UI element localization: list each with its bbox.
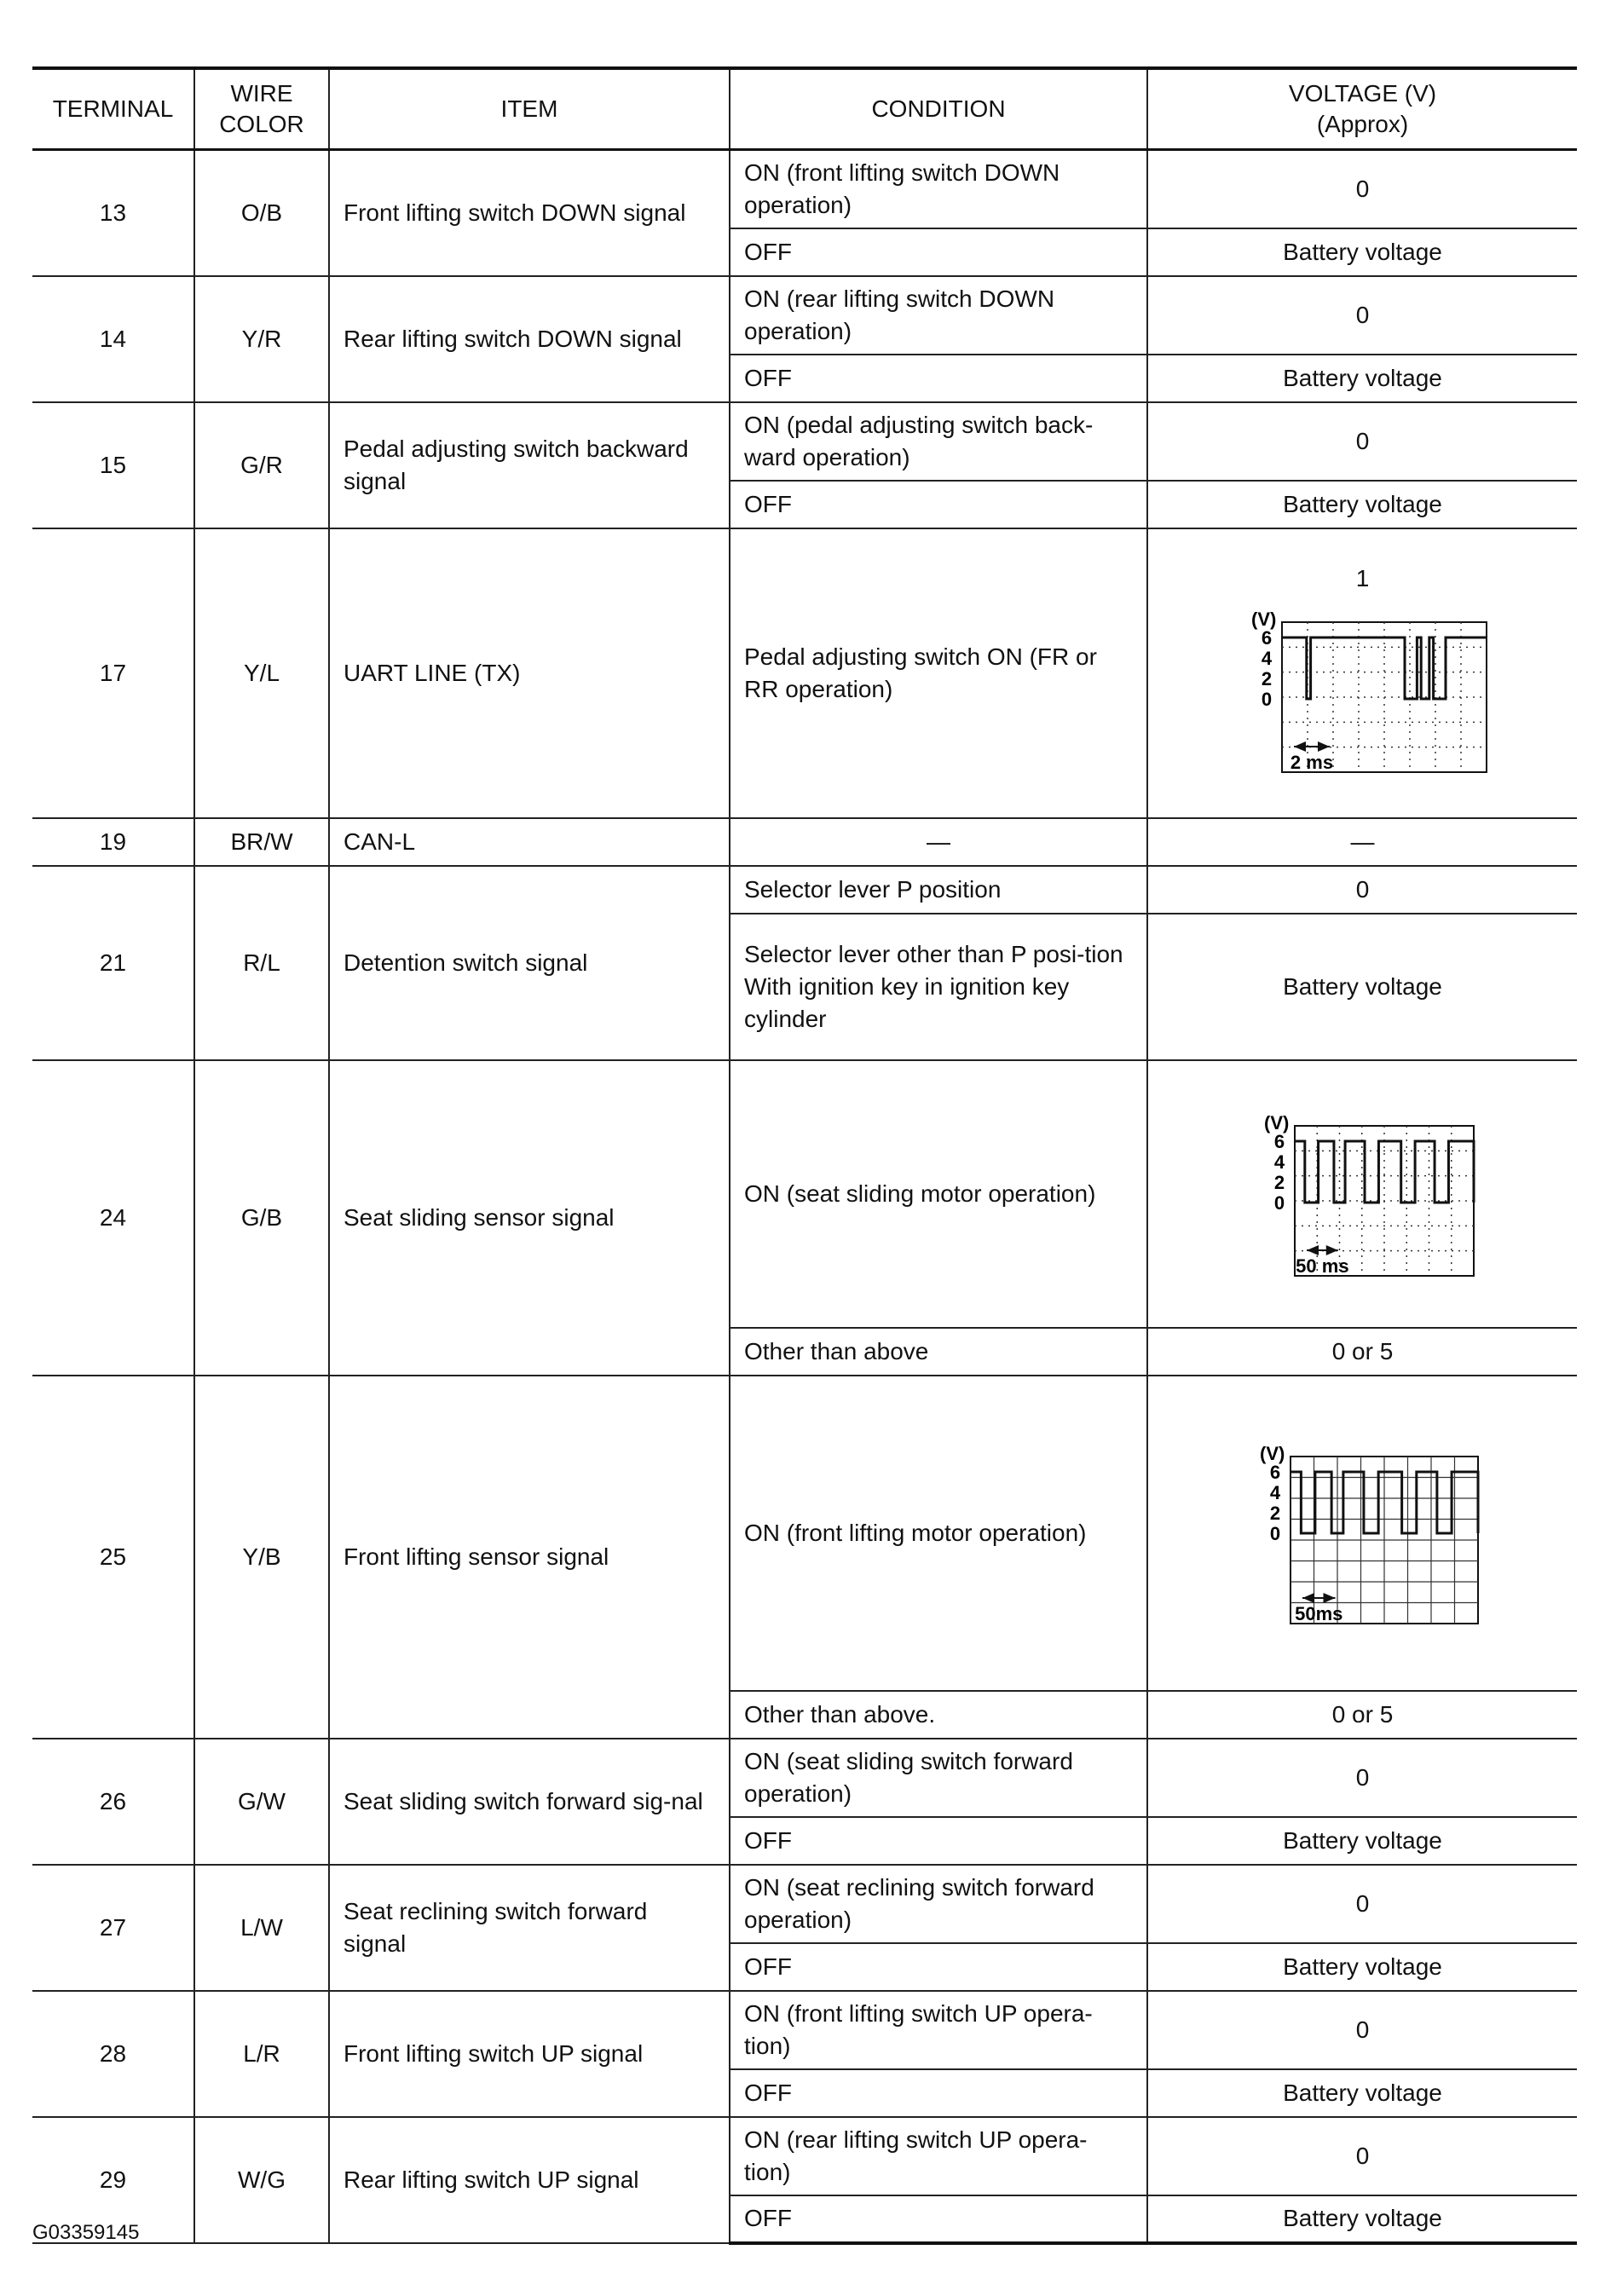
condition-line: OFF xyxy=(744,490,792,517)
condition-line: ON (front lifting motor operation) xyxy=(744,1519,1087,1546)
header-item: ITEM xyxy=(329,68,730,150)
terminal-number: 13 xyxy=(32,150,194,276)
voltage-value: Battery voltage xyxy=(1147,2069,1577,2117)
condition-text xyxy=(730,866,1147,914)
table-row xyxy=(32,528,1577,818)
item-description: Front lifting sensor signal xyxy=(329,1376,730,1739)
scope-tick-label: 2 xyxy=(1273,1171,1285,1193)
header-condition: CONDITION xyxy=(730,68,1147,150)
scope-time-label: 50 ms xyxy=(1295,1255,1349,1277)
header-wire-color: WIRE COLOR xyxy=(194,68,329,150)
voltage-value xyxy=(1147,528,1577,818)
scope-tick-label: 0 xyxy=(1273,1191,1285,1214)
scope-tick-label: 0 xyxy=(1269,1522,1280,1544)
oscilloscope-waveform xyxy=(1231,597,1495,784)
condition-line: OFF xyxy=(744,1953,792,1980)
table-row xyxy=(32,276,1577,355)
terminal-number: 26 xyxy=(32,1739,194,1865)
condition-text xyxy=(730,1739,1147,1817)
condition-line: Other than above. xyxy=(744,1700,936,1728)
table-row xyxy=(32,866,1577,914)
voltage-value: 0 xyxy=(1147,276,1577,355)
condition-text xyxy=(730,1943,1147,1991)
voltage-value: — xyxy=(1147,818,1577,866)
item-description: Front lifting switch DOWN signal xyxy=(329,150,730,276)
wire-color: O/B xyxy=(194,150,329,276)
wire-color: W/G xyxy=(194,2117,329,2243)
scope-tick-label: 2 xyxy=(1269,1502,1280,1524)
table-row xyxy=(32,1991,1577,2069)
voltage-value: 0 xyxy=(1147,2117,1577,2195)
item-description: Rear lifting switch DOWN signal xyxy=(329,276,730,402)
condition-line: ON (pedal adjusting switch back-ward operation) xyxy=(744,411,1094,470)
voltage-value: Battery voltage xyxy=(1147,2195,1577,2243)
condition-line: OFF xyxy=(744,238,792,265)
table-row xyxy=(32,402,1577,481)
condition-line: ON (seat sliding switch forward operation) xyxy=(744,1747,1073,1807)
scope-tick-label: 6 xyxy=(1273,1130,1285,1152)
arrow-head-icon xyxy=(1318,741,1330,752)
item-description: Pedal adjusting switch backward signal xyxy=(329,402,730,528)
table-row xyxy=(32,2117,1577,2195)
scope-unit-label: (V) xyxy=(1259,1442,1285,1464)
scope-tick-label: 4 xyxy=(1269,1481,1280,1503)
item-description: Detention switch signal xyxy=(329,866,730,1060)
terminal-number: 21 xyxy=(32,866,194,1060)
scope-time-label: 2 ms xyxy=(1290,751,1333,773)
scope-unit-label: (V) xyxy=(1263,1111,1289,1134)
condition-text xyxy=(730,1865,1147,1943)
voltage-value: Battery voltage xyxy=(1147,228,1577,276)
condition-line: ON (front lifting switch DOWN operation) xyxy=(744,159,1060,218)
voltage-value: Battery voltage xyxy=(1147,355,1577,402)
condition-line: OFF xyxy=(744,2205,792,2231)
wire-color: BR/W xyxy=(194,818,329,866)
wire-color: L/R xyxy=(194,1991,329,2117)
item-description: Seat reclining switch forward signal xyxy=(329,1865,730,1991)
condition-text xyxy=(730,150,1147,228)
voltage-value: 0 xyxy=(1147,402,1577,481)
oscilloscope-waveform xyxy=(1244,1100,1482,1288)
condition-text xyxy=(730,481,1147,528)
condition-text xyxy=(730,1991,1147,2069)
terminal-number: 14 xyxy=(32,276,194,402)
wire-color: Y/B xyxy=(194,1376,329,1739)
scope-tick-label: 6 xyxy=(1269,1461,1280,1483)
table-row xyxy=(32,1739,1577,1817)
voltage-value: 0 or 5 xyxy=(1147,1691,1577,1739)
wire-color: Y/R xyxy=(194,276,329,402)
condition-text xyxy=(730,1376,1147,1691)
table-header-row xyxy=(32,68,1577,150)
terminal-number: 29 xyxy=(32,2117,194,2243)
voltage-value: 0 xyxy=(1147,150,1577,228)
table-row xyxy=(32,1376,1577,1691)
item-description: UART LINE (TX) xyxy=(329,528,730,818)
condition-line: ON (seat reclining switch forward operation) xyxy=(744,1873,1094,1933)
terminal-number: 19 xyxy=(32,818,194,866)
voltage-value: 0 xyxy=(1147,1865,1577,1943)
terminal-table-sheet xyxy=(32,66,1577,2245)
condition-line: ON (front lifting switch UP opera-tion) xyxy=(744,1999,1093,2059)
voltage-value: Battery voltage xyxy=(1147,1817,1577,1865)
condition-line: OFF xyxy=(744,364,792,391)
condition-line: Other than above xyxy=(744,1337,929,1364)
terminal-number: 15 xyxy=(32,402,194,528)
item-description: CAN-L xyxy=(329,818,730,866)
condition-text xyxy=(730,1817,1147,1865)
voltage-value: 0 xyxy=(1147,866,1577,914)
condition-text xyxy=(730,402,1147,481)
condition-line: Selector lever other than P posi-tion xyxy=(744,940,1123,967)
scope-tick-label: 6 xyxy=(1261,626,1272,649)
scope-tick-label: 4 xyxy=(1261,647,1272,669)
scope-tick-label: 2 xyxy=(1261,667,1272,689)
wire-color: G/R xyxy=(194,402,329,528)
condition-line: OFF xyxy=(744,2079,792,2106)
header-voltage: VOLTAGE (V) (Approx) xyxy=(1147,68,1577,150)
wire-color: G/B xyxy=(194,1060,329,1376)
voltage-value: 0 xyxy=(1147,1739,1577,1817)
condition-line: — xyxy=(927,828,950,855)
wire-color: G/W xyxy=(194,1739,329,1865)
condition-line: ON (rear lifting switch UP opera-tion) xyxy=(744,2126,1088,2185)
scope-time-label: 50ms xyxy=(1294,1602,1342,1624)
arrow-head-icon xyxy=(1302,1593,1314,1603)
condition-text xyxy=(730,355,1147,402)
arrow-head-icon xyxy=(1325,1245,1337,1255)
condition-text xyxy=(730,1328,1147,1376)
table-row xyxy=(32,1060,1577,1328)
condition-text xyxy=(730,228,1147,276)
table-row xyxy=(32,150,1577,228)
table-body xyxy=(32,150,1577,2243)
table-row xyxy=(32,1865,1577,1943)
wire-color: L/W xyxy=(194,1865,329,1991)
arrow-head-icon xyxy=(1323,1593,1335,1603)
figure-code: G03359145 xyxy=(32,2221,140,2244)
voltage-value: Battery voltage xyxy=(1147,481,1577,528)
voltage-value: Battery voltage xyxy=(1147,914,1577,1060)
voltage-value: 0 xyxy=(1147,1991,1577,2069)
table-row xyxy=(32,818,1577,866)
voltage-value xyxy=(1147,1376,1577,1691)
wire-color: Y/L xyxy=(194,528,329,818)
condition-text xyxy=(730,1691,1147,1739)
terminal-number: 17 xyxy=(32,528,194,818)
wire-color: R/L xyxy=(194,866,329,1060)
condition-text xyxy=(730,1060,1147,1328)
voltage-number: 1 xyxy=(1355,564,1370,591)
scope-unit-label: (V) xyxy=(1250,608,1276,630)
condition-text xyxy=(730,2195,1147,2243)
item-description: Seat sliding sensor signal xyxy=(329,1060,730,1376)
condition-line: With ignition key in ignition key cylinder xyxy=(744,972,1070,1032)
condition-text xyxy=(730,276,1147,355)
scope-tick-label: 0 xyxy=(1261,688,1272,710)
item-description: Front lifting switch UP signal xyxy=(329,1991,730,2117)
header-terminal: TERMINAL xyxy=(32,68,194,150)
terminal-voltage-table xyxy=(32,66,1577,2245)
condition-line: ON (rear lifting switch DOWN operation) xyxy=(744,285,1055,344)
voltage-value xyxy=(1147,1060,1577,1328)
condition-line: ON (seat sliding motor operation) xyxy=(744,1180,1096,1207)
terminal-number: 24 xyxy=(32,1060,194,1376)
scope-tick-label: 4 xyxy=(1273,1151,1285,1173)
condition-line: Pedal adjusting switch ON (FR or RR operation) xyxy=(744,643,1097,702)
condition-text xyxy=(730,818,1147,866)
item-description: Seat sliding switch forward sig-nal xyxy=(329,1739,730,1865)
arrow-head-icon xyxy=(1294,741,1306,752)
voltage-value: Battery voltage xyxy=(1147,1943,1577,1991)
condition-line: Selector lever P position xyxy=(744,875,1002,903)
terminal-number: 27 xyxy=(32,1865,194,1991)
oscilloscope-waveform xyxy=(1239,1431,1487,1635)
condition-line: OFF xyxy=(744,1826,792,1854)
terminal-number: 25 xyxy=(32,1376,194,1739)
condition-text xyxy=(730,914,1147,1060)
voltage-value: 0 or 5 xyxy=(1147,1328,1577,1376)
condition-text xyxy=(730,2069,1147,2117)
item-description: Rear lifting switch UP signal xyxy=(329,2117,730,2243)
terminal-number: 28 xyxy=(32,1991,194,2117)
condition-text xyxy=(730,2117,1147,2195)
condition-text xyxy=(730,528,1147,818)
arrow-head-icon xyxy=(1307,1245,1319,1255)
